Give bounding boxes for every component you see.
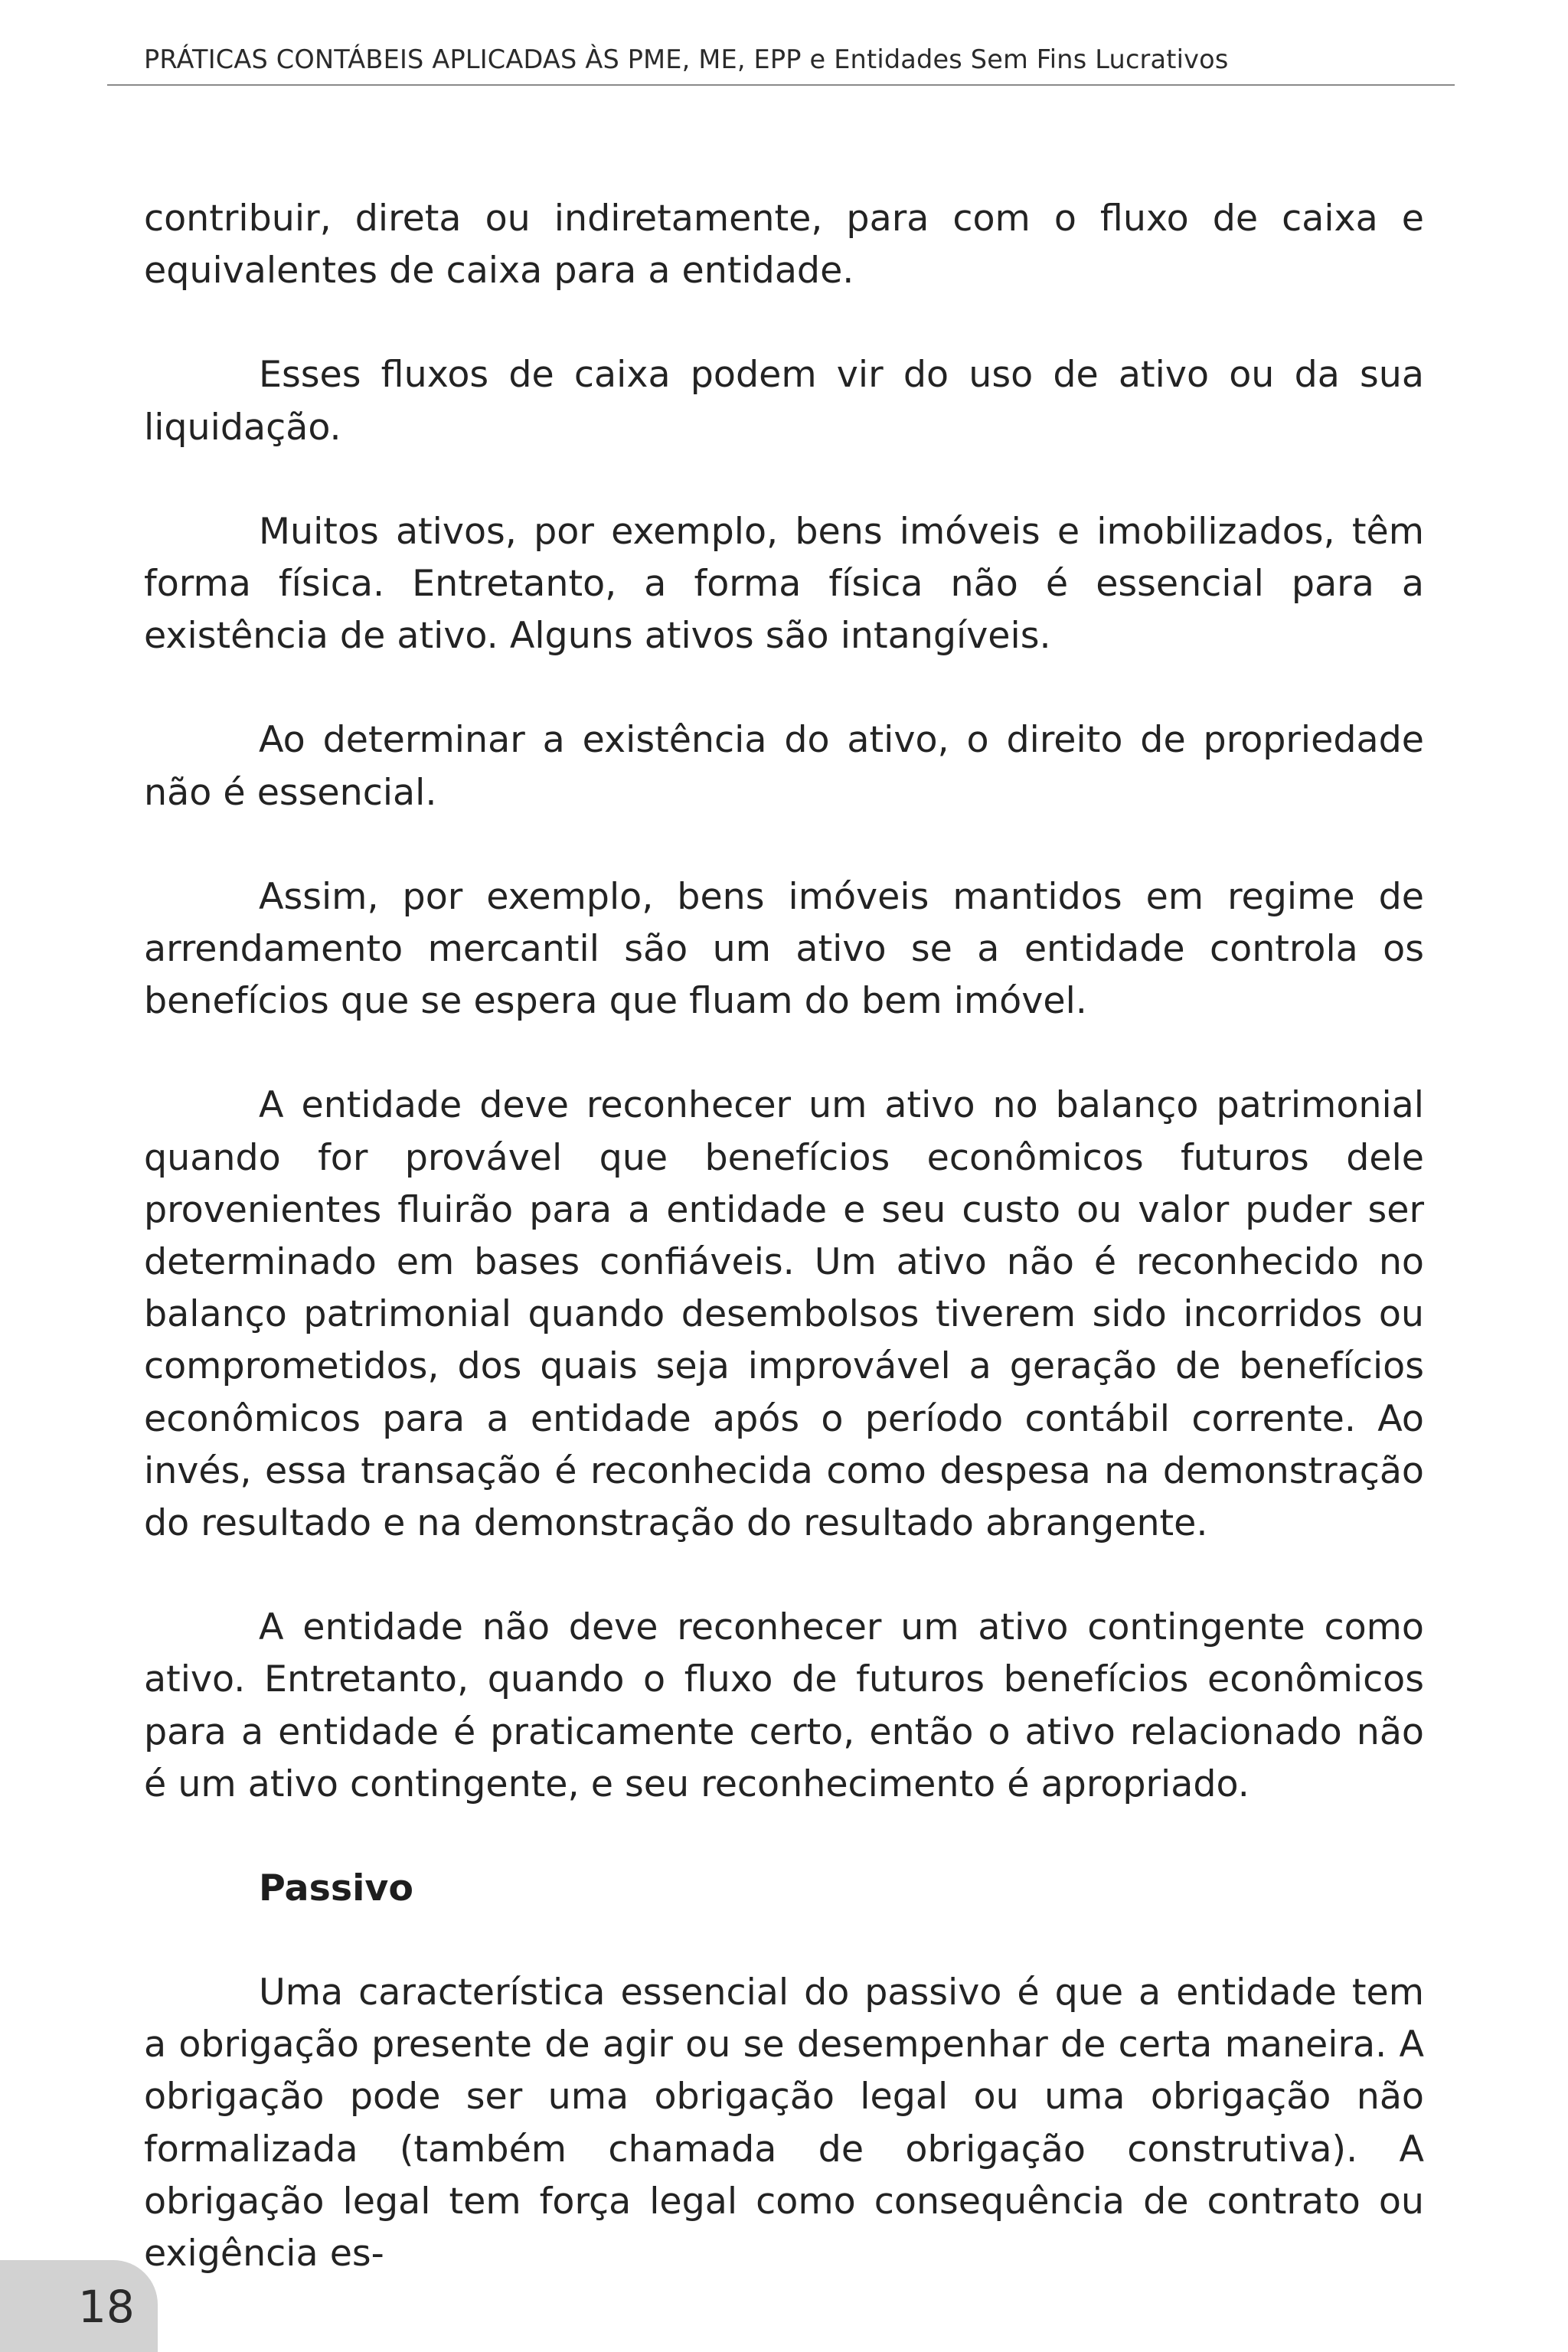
paragraph: A entidade não deve reconhecer um ativo contingente como ativo. Entretanto, quando o fluxo de futuros benefícios econômicos para a entidade é praticamente certo, então o ativo relacionado não é um ativo contingente, e seu reconhecimento é apropriado. bbox=[144, 1606, 1424, 1805]
paragraph: Muitos ativos, por exemplo, bens imóveis e imobilizados, têm forma física. Entretanto, a forma física não é essencial para a existência de ativo. Alguns ativos são intangíveis. bbox=[144, 510, 1424, 658]
paragraph: Ao determinar a existência do ativo, o direito de propriedade não é essencial. bbox=[144, 719, 1424, 814]
paragraph: Assim, por exemplo, bens imóveis mantidos em regime de arrendamento mercantil são um ativo se a entidade controla os benefícios que se espera que fluam do bem imóvel. bbox=[144, 875, 1424, 1023]
header-divider bbox=[107, 84, 1455, 86]
section-heading-passivo: Passivo bbox=[259, 1867, 414, 1910]
paragraph: A entidade deve reconhecer um ativo no balanço patrimonial quando for provável que benefícios econômicos futuros dele provenientes fluirão para a entidade e seu custo ou valor puder ser determinado em bases confiáveis. Um ativo não é reconhecido no balanço patrimonial quando desembolsos tiverem sido incorridos ou comprometidos, dos quais seja improvável a geração de benefícios econômicos para a entidade após o período contábil corrente. Ao invés, essa transação é reconhecida como despesa na demonstração do resultado e na demonstração do resultado abrangente. bbox=[144, 1084, 1424, 1545]
paragraph: Esses fluxos de caixa podem vir do uso de ativo ou da sua liquidação. bbox=[144, 354, 1424, 449]
page-body bbox=[144, 193, 1424, 2332]
paragraph-continuation: contribuir, direta ou indiretamente, para com o fluxo de caixa e equivalentes de caixa para a entidade. bbox=[144, 198, 1424, 292]
paragraph: Uma característica essencial do passivo é que a entidade tem a obrigação presente de agir ou se desempenhar de certa maneira. A obrigação pode ser uma obrigação legal ou uma obrigação não formalizada (também chamada de obrigação construtiva). A obrigação legal tem força legal como consequência de contrato ou exigência es- bbox=[144, 1971, 1424, 2275]
running-header-title: PRÁTICAS CONTÁBEIS APLICADAS ÀS PME, ME, EPP e Entidades Sem Fins Lucrativos bbox=[144, 44, 1229, 74]
page-number: 18 bbox=[78, 2281, 135, 2333]
